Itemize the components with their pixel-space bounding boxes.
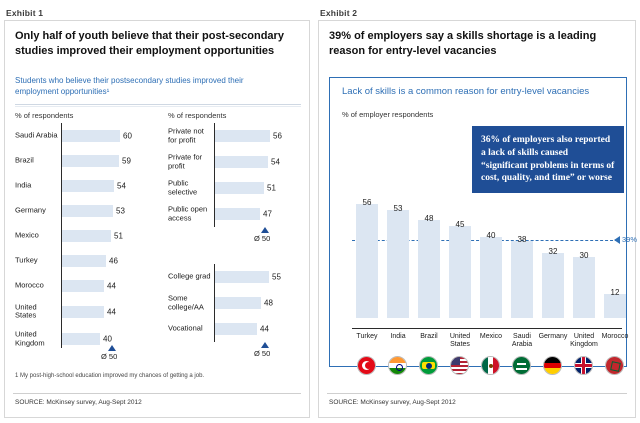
bar-value: 44 [107, 307, 116, 316]
bar-label: United Kingdom [570, 333, 598, 349]
flag-saudi-arabia-icon [512, 356, 531, 375]
left-axis-label-2: % of respondents [168, 111, 227, 120]
bar-label: Morocco [601, 333, 629, 340]
bar-label: Brazil [420, 333, 438, 340]
bar-fill [511, 241, 533, 318]
bar-fill [62, 205, 113, 217]
bar-value: 45 [455, 220, 465, 229]
exhibit-1-label: Exhibit 1 [6, 8, 44, 18]
average-line-label: 39% [622, 235, 638, 244]
bar-fill [215, 323, 257, 335]
bar-fill [215, 156, 268, 168]
bar-row [15, 148, 155, 173]
bar-fill [387, 210, 409, 318]
left-axis-label-1: % of respondents [15, 111, 74, 120]
average-marker-icon [108, 345, 116, 351]
flag-morocco-icon [605, 356, 624, 375]
bar-fill [480, 237, 502, 318]
bar-label: Vocational [168, 323, 203, 333]
bar-value: 51 [114, 231, 123, 240]
bar-fill [215, 182, 264, 194]
bar-label: Public open access [168, 204, 208, 222]
bar-label: Germany [15, 205, 46, 215]
bar-value: 38 [517, 235, 527, 244]
bar-value: 59 [122, 156, 131, 165]
bar-label: Some college/AA [168, 293, 204, 311]
bar-row [168, 264, 308, 290]
bar-fill [542, 253, 564, 318]
exhibit-1-subtitle: Students who believe their postsecondary studies improved their employment opportunities¹ [15, 76, 244, 96]
bar-label: India [390, 333, 406, 340]
bar-fill [62, 155, 119, 167]
bar-row [15, 198, 155, 223]
flag-brazil-icon [419, 356, 438, 375]
bar-row [15, 298, 155, 325]
bar-label: Brazil [15, 155, 34, 165]
bar-value: 44 [260, 324, 269, 334]
bar-fill [573, 257, 595, 318]
bar-fill [62, 280, 104, 292]
bar-value: 56 [273, 131, 282, 141]
flag-united-states-icon [450, 356, 469, 375]
bar-value: 40 [103, 334, 112, 344]
bar-row [15, 273, 155, 298]
chart-box-title: Lack of skills is a common reason for entry-level vacancies [342, 86, 590, 97]
bar-fill [62, 333, 100, 345]
bar-value: 53 [393, 204, 403, 213]
bar-row [15, 223, 155, 248]
bar-fill [449, 226, 471, 318]
bar-value: 40 [486, 231, 496, 240]
bar-label: India [15, 180, 32, 190]
average-marker-icon [261, 227, 269, 233]
bar-row [15, 325, 155, 353]
bar-fill [62, 180, 114, 192]
chart-countries [15, 123, 155, 361]
exhibit-1-panel [4, 20, 310, 418]
chart-institution-type [168, 123, 308, 243]
bar-value: 46 [109, 256, 118, 265]
bar-value: 44 [107, 281, 116, 290]
bar-label: Turkey [356, 333, 378, 340]
footer-divider [327, 393, 627, 394]
bar-value: 30 [579, 251, 589, 260]
bar-row [168, 201, 308, 227]
bar-value: 32 [548, 247, 558, 256]
bar-fill [62, 255, 106, 267]
average-marker-icon [261, 342, 269, 348]
bar-fill [604, 294, 626, 318]
bar-value: 47 [263, 209, 272, 219]
bar-label: Mexico [479, 333, 503, 340]
bar-label: Mexico [15, 230, 39, 240]
average-label: Ø 50 [254, 349, 271, 358]
exhibit-1-footnote: 1 My post-high-school education improved my chances of getting a job. [15, 373, 205, 379]
bar-fill [215, 271, 269, 283]
bar-fill [215, 208, 260, 220]
bar-label: Saudi Arabia [511, 333, 533, 349]
bar-label: College grad [168, 271, 211, 281]
chart-axis-label: % of employer respondents [342, 110, 434, 119]
bar-value: 48 [264, 298, 273, 308]
exhibit-2-title: 39% of employers say a skills shortage is a leading reason for entry-level vacancies [329, 30, 597, 57]
bar-value: 56 [362, 198, 372, 207]
bar-value: 51 [267, 183, 276, 193]
bar-row [15, 248, 155, 273]
flag-turkey-icon [357, 356, 376, 375]
exhibit-1-title: Only half of youth believe that their post-secondary studies improved their employment opportunities [15, 30, 284, 57]
bar-row [168, 149, 308, 175]
flag-india-icon [388, 356, 407, 375]
bar-label: United States [15, 301, 37, 320]
bar-row [15, 173, 155, 198]
bar-value: 54 [117, 181, 126, 190]
bar-fill [418, 220, 440, 318]
chart-credential [168, 264, 308, 358]
exhibit-1-source: SOURCE: McKinsey survey, Aug-Sept 2012 [15, 399, 142, 406]
bar-row [15, 123, 155, 148]
bar-value: 54 [271, 157, 280, 167]
bar-row [168, 175, 308, 201]
flag-germany-icon [543, 356, 562, 375]
average-label: Ø 50 [254, 234, 271, 243]
bar-label: Saudi Arabia [15, 130, 58, 140]
chart-baseline [352, 328, 622, 329]
bar-row [168, 316, 308, 342]
exhibit-2-chart-box [329, 77, 638, 367]
bar-label: United Kingdom [15, 329, 45, 347]
average-line-marker-icon [614, 236, 620, 244]
flag-united-kingdom-icon [574, 356, 593, 375]
exhibit-2-label: Exhibit 2 [320, 8, 358, 18]
callout-box: 36% of employers also reported a lack of skills caused “significant problems in terms of cost, quality, and time” or worse [472, 126, 624, 193]
bar-value: 12 [610, 288, 620, 297]
bar-fill [215, 130, 270, 142]
bar-fill [356, 204, 378, 318]
footer-divider [13, 393, 301, 394]
divider-top [15, 104, 301, 105]
bar-value: 60 [123, 131, 132, 140]
bar-value: 48 [424, 214, 434, 223]
flag-mexico-icon [481, 356, 500, 375]
bar-value: 53 [116, 206, 125, 215]
bar-label: Private not for profit [168, 126, 204, 144]
average-label: Ø 50 [101, 352, 118, 361]
bar-label: Private for profit [168, 152, 203, 170]
bar-fill [62, 230, 111, 242]
bar-row [168, 123, 308, 149]
divider-top-2 [15, 106, 301, 107]
bar-label: Morocco [15, 280, 44, 290]
exhibit-2-panel [318, 20, 636, 418]
bar-fill [62, 306, 104, 318]
bar-fill [215, 297, 261, 309]
bar-label: Public selective [168, 178, 198, 196]
bar-label: Turkey [15, 255, 38, 265]
bar-label: United States [449, 333, 471, 349]
bar-row [168, 290, 308, 316]
exhibit-2-source: SOURCE: McKinsey survey, Aug-Sept 2012 [329, 399, 456, 406]
bar-label: Germany [538, 333, 568, 340]
bar-fill [62, 130, 120, 142]
bar-value: 55 [272, 272, 281, 282]
